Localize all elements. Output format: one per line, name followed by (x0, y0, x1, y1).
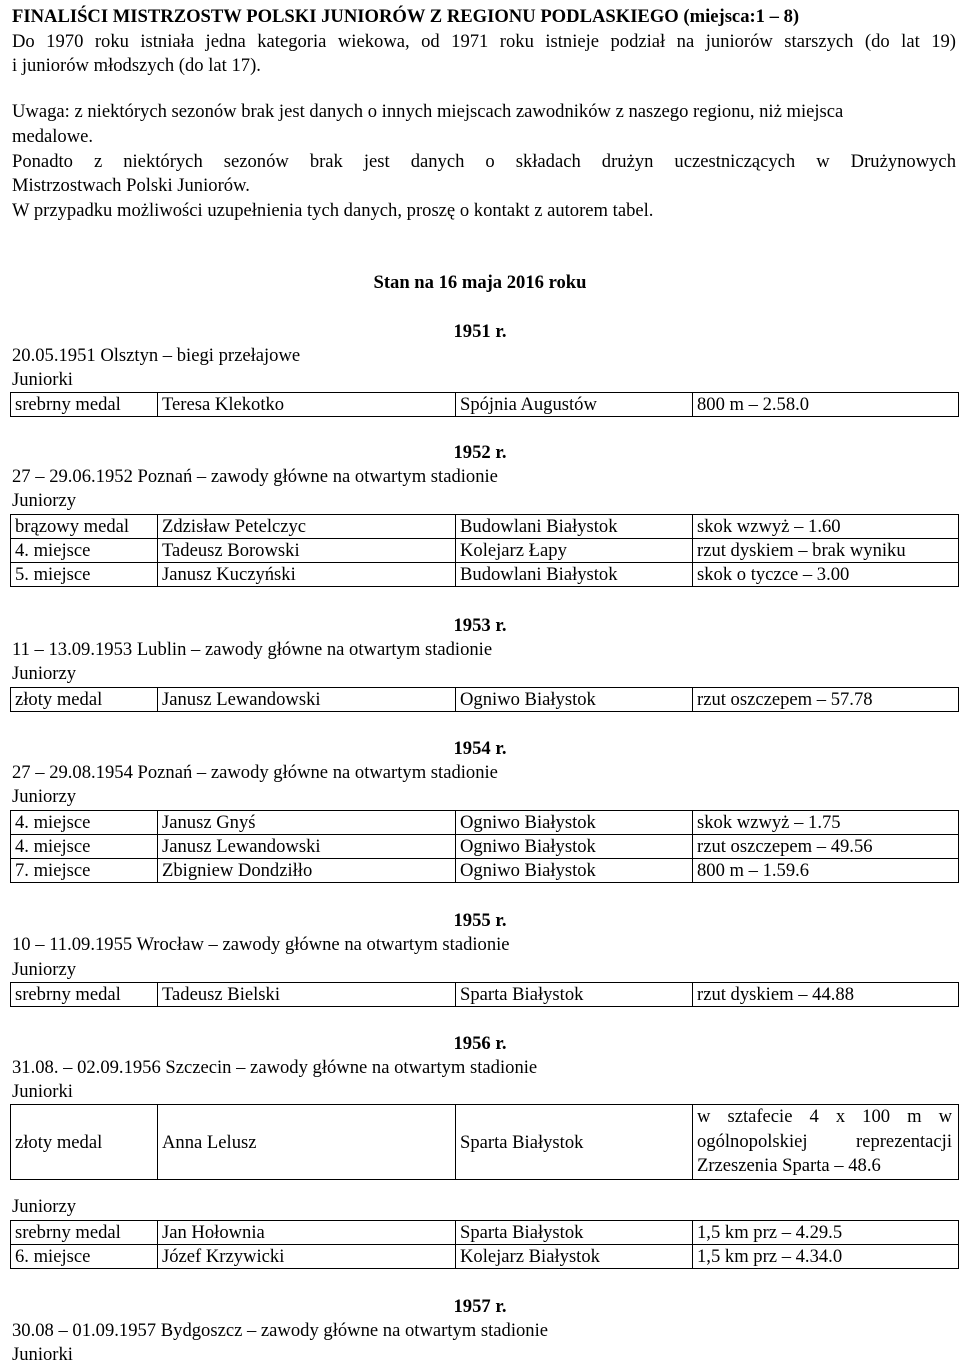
result-cell: rzut oszczepem – 49.56 (693, 835, 959, 859)
event-line: 27 – 29.08.1954 Poznań – zawody główne na otwartym stadionie (12, 762, 498, 783)
club-cell: Spójnia Augustów (456, 393, 693, 417)
table-row (11, 983, 959, 1007)
athlete-cell: Janusz Lewandowski (158, 688, 456, 712)
place-cell: złoty medal (11, 688, 158, 712)
result-cell: skok o tyczce – 3.00 (693, 563, 959, 587)
athlete-cell: Janusz Gnyś (158, 811, 456, 835)
event-line: 10 – 11.09.1955 Wrocław – zawody główne na otwartym stadionie (12, 934, 510, 955)
year-heading: 1953 r. (453, 615, 507, 636)
table-row (11, 688, 959, 712)
club-cell: Kolejarz Łapy (456, 539, 693, 563)
note-line-5: W przypadku możliwości uzupełnienia tych danych, proszę o kontakt z autorem tabel. (12, 200, 654, 221)
result-cell: 800 m – 2.58.0 (693, 393, 959, 417)
intro-line-1: Do 1970 roku istniała jedna kategoria wiekowa, od 1971 roku istnieje podział na juniorów starszych (do lat 19) (12, 31, 956, 52)
event-line: 31.08. – 02.09.1956 Szczecin – zawody główne na otwartym stadionie (12, 1057, 538, 1078)
athlete-cell: Janusz Lewandowski (158, 835, 456, 859)
club-cell: Ogniwo Białystok (456, 835, 693, 859)
table-row (11, 835, 959, 859)
note-line-4: Mistrzostwach Polski Juniorów. (12, 175, 250, 196)
year-heading: 1956 r. (453, 1033, 507, 1054)
place-cell: 4. miejsce (11, 539, 158, 563)
event-line: 30.08 – 01.09.1957 Bydgoszcz – zawody główne na otwartym stadionie (12, 1320, 549, 1341)
year-heading: 1954 r. (453, 738, 507, 759)
table-row (11, 859, 959, 883)
results-table (10, 1104, 959, 1180)
results-table (10, 687, 959, 712)
place-cell: 7. miejsce (11, 859, 158, 883)
category-label: Juniorzy (12, 490, 77, 511)
note-line-1: Uwaga: z niektórych sezonów brak jest danych o innych miejscach zawodników z naszego regionu, niż miejsca (12, 101, 844, 122)
athlete-cell: Józef Krzywicki (158, 1245, 456, 1269)
place-cell: 4. miejsce (11, 811, 158, 835)
athlete-cell: Zbigniew Dondziłło (158, 859, 456, 883)
document-title: FINALIŚCI MISTRZOSTW POLSKI JUNIORÓW Z REGIONU PODLASKIEGO (miejsca:1 – 8) (12, 6, 800, 27)
year-heading: 1955 r. (453, 910, 507, 931)
athlete-cell: Jan Hołownia (158, 1221, 456, 1245)
club-cell: Sparta Białystok (456, 1105, 693, 1180)
place-cell: 6. miejsce (11, 1245, 158, 1269)
place-cell: 4. miejsce (11, 835, 158, 859)
note-line-3: Ponadto z niektórych sezonów brak jest danych o składach drużyn uczestniczących w Drużynowych (12, 151, 956, 172)
year-heading: 1957 r. (453, 1296, 507, 1317)
club-cell: Sparta Białystok (456, 1221, 693, 1245)
category-label: Juniorki (12, 1344, 73, 1365)
club-cell: Ogniwo Białystok (456, 859, 693, 883)
category-label: Juniorzy (12, 1196, 77, 1217)
table-row (11, 811, 959, 835)
result-cell: skok wzwyż – 1.75 (693, 811, 959, 835)
place-cell: srebrny medal (11, 1221, 158, 1245)
category-label: Juniorki (12, 1081, 73, 1102)
place-cell: 5. miejsce (11, 563, 158, 587)
category-label: Juniorki (12, 369, 73, 390)
results-table (10, 810, 959, 883)
result-cell: rzut dyskiem – brak wyniku (693, 539, 959, 563)
results-table (10, 982, 959, 1007)
event-line: 20.05.1951 Olsztyn – biegi przełajowe (12, 345, 301, 366)
athlete-cell: Janusz Kuczyński (158, 563, 456, 587)
club-cell: Sparta Białystok (456, 983, 693, 1007)
place-cell: srebrny medal (11, 983, 158, 1007)
event-line: 27 – 29.06.1952 Poznań – zawody główne na otwartym stadionie (12, 466, 498, 487)
table-row (11, 1221, 959, 1245)
table-row (11, 1105, 959, 1180)
result-cell: 1,5 km prz – 4.29.5 (693, 1221, 959, 1245)
year-heading: 1952 r. (453, 442, 507, 463)
result-cell: 800 m – 1.59.6 (693, 859, 959, 883)
place-cell: srebrny medal (11, 393, 158, 417)
club-cell: Budowlani Białystok (456, 515, 693, 539)
category-label: Juniorzy (12, 959, 77, 980)
intro-line-2: i juniorów młodszych (do lat 17). (12, 55, 261, 76)
table-row (11, 539, 959, 563)
club-cell: Kolejarz Białystok (456, 1245, 693, 1269)
category-label: Juniorzy (12, 786, 77, 807)
athlete-cell: Tadeusz Borowski (158, 539, 456, 563)
club-cell: Ogniwo Białystok (456, 688, 693, 712)
table-row (11, 1245, 959, 1269)
result-cell: 1,5 km prz – 4.34.0 (693, 1245, 959, 1269)
result-cell: rzut oszczepem – 57.78 (693, 688, 959, 712)
category-label: Juniorzy (12, 663, 77, 684)
result-cell: skok wzwyż – 1.60 (693, 515, 959, 539)
place-cell: brązowy medal (11, 515, 158, 539)
results-table (10, 392, 959, 417)
athlete-cell: Zdzisław Petelczyc (158, 515, 456, 539)
athlete-cell: Tadeusz Bielski (158, 983, 456, 1007)
table-row (11, 563, 959, 587)
results-table (10, 514, 959, 587)
club-cell: Ogniwo Białystok (456, 811, 693, 835)
status-date: Stan na 16 maja 2016 roku (373, 272, 587, 293)
athlete-cell: Anna Lelusz (158, 1105, 456, 1180)
note-line-2: medalowe. (12, 126, 94, 147)
result-cell: rzut dyskiem – 44.88 (693, 983, 959, 1007)
athlete-cell: Teresa Klekotko (158, 393, 456, 417)
club-cell: Budowlani Białystok (456, 563, 693, 587)
place-cell: złoty medal (11, 1105, 158, 1180)
year-heading: 1951 r. (453, 321, 507, 342)
table-row (11, 515, 959, 539)
results-table (10, 1220, 959, 1269)
result-cell: w sztafecie 4 x 100 m w ogólnopolskiej reprezentacji Zrzeszenia Sparta – 48.6 (693, 1105, 959, 1180)
event-line: 11 – 13.09.1953 Lublin – zawody główne na otwartym stadionie (12, 639, 493, 660)
table-row (11, 393, 959, 417)
